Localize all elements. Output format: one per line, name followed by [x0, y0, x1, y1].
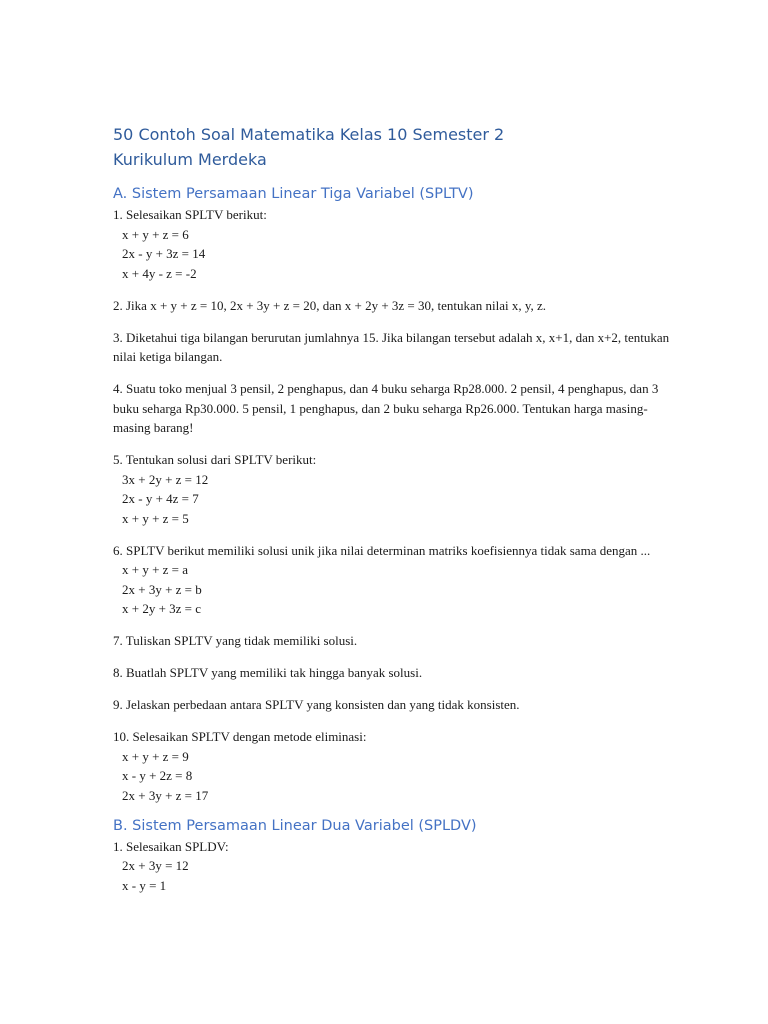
question-item — [113, 541, 673, 619]
question-text: 5. Tentukan solusi dari SPLTV berikut: — [113, 452, 317, 467]
question-item — [113, 205, 673, 283]
equation-line: 2x + 3y + z = 17 — [122, 787, 209, 803]
question-text: 4. Suatu toko menjual 3 pensil, 2 penghapus, dan 4 buku seharga Rp28.000. 2 pensil, 4 penghapus, dan 3 buku seharga Rp30.000. 5 pensil, 1 penghapus, dan 2 buku seharga Rp26.000. Tentukan harga masing-masing barang! — [113, 381, 659, 435]
question-text: 8. Buatlah SPLTV yang memiliki tak hingga banyak solusi. — [113, 665, 423, 680]
equation-line: 2x + 3y + z = b — [122, 581, 202, 597]
section-b-questions — [113, 837, 673, 896]
question-text: 6. SPLTV berikut memiliki solusi unik jika nilai determinan matriks koefisiennya tidak sama dengan ... — [113, 542, 651, 558]
title-line-1: 50 Contoh Soal Matematika Kelas 10 Semester 2 — [113, 125, 505, 144]
document-title — [113, 122, 673, 172]
question-text: 7. Tuliskan SPLTV yang tidak memiliki solusi. — [113, 633, 358, 648]
question-text: 9. Jelaskan perbedaan antara SPLTV yang konsisten dan yang tidak konsisten. — [113, 697, 520, 712]
question-text: 1. Selesaikan SPLTV berikut: — [113, 207, 267, 222]
title-line-2: Kurikulum Merdeka — [113, 150, 267, 169]
question-item — [113, 328, 673, 367]
equation-line: 2x + 3y = 12 — [122, 858, 189, 873]
equation-line: x + y + z = 9 — [122, 748, 189, 764]
equation-line: x - y = 1 — [122, 877, 167, 893]
equation-line: x + y + z = 6 — [122, 226, 189, 242]
section-b — [113, 815, 673, 896]
question-item — [113, 837, 673, 896]
question-item — [113, 379, 673, 438]
equation-line: 2x - y + 4z = 7 — [122, 491, 199, 506]
question-item — [113, 695, 673, 715]
equation-line: x + y + z = 5 — [122, 510, 189, 526]
question-item — [113, 296, 673, 316]
question-item — [113, 663, 673, 683]
section-a-questions — [113, 205, 673, 805]
equation-line: 3x + 2y + z = 12 — [122, 471, 209, 487]
question-item — [113, 727, 673, 805]
section-a-heading: A. Sistem Persamaan Linear Tiga Variabel (SPLTV) — [113, 186, 474, 202]
question-text: 10. Selesaikan SPLTV dengan metode eliminasi: — [113, 729, 367, 744]
section-b-heading: B. Sistem Persamaan Linear Dua Variabel (SPLDV) — [113, 817, 477, 834]
question-text: 2. Jika x + y + z = 10, 2x + 3y + z = 20, dan x + 2y + 3z = 30, tentukan nilai x, y, z. — [113, 297, 547, 313]
equation-line: 2x - y + 3z = 14 — [122, 246, 206, 261]
question-text: 1. Selesaikan SPLDV: — [113, 838, 229, 854]
question-item — [113, 631, 673, 651]
equation-line: x - y + 2z = 8 — [122, 768, 193, 783]
document-page — [113, 122, 673, 908]
equation-line: x + 2y + 3z = c — [122, 601, 202, 616]
equation-line: x + y + z = a — [122, 562, 189, 577]
question-item — [113, 450, 673, 528]
question-text: 3. Diketahui tiga bilangan berurutan jumlahnya 15. Jika bilangan tersebut adalah x, x+1, dan x+2, tentukan nilai ketiga bilangan. — [113, 329, 670, 364]
section-a — [113, 183, 673, 805]
equation-line: x + 4y - z = -2 — [122, 265, 197, 281]
